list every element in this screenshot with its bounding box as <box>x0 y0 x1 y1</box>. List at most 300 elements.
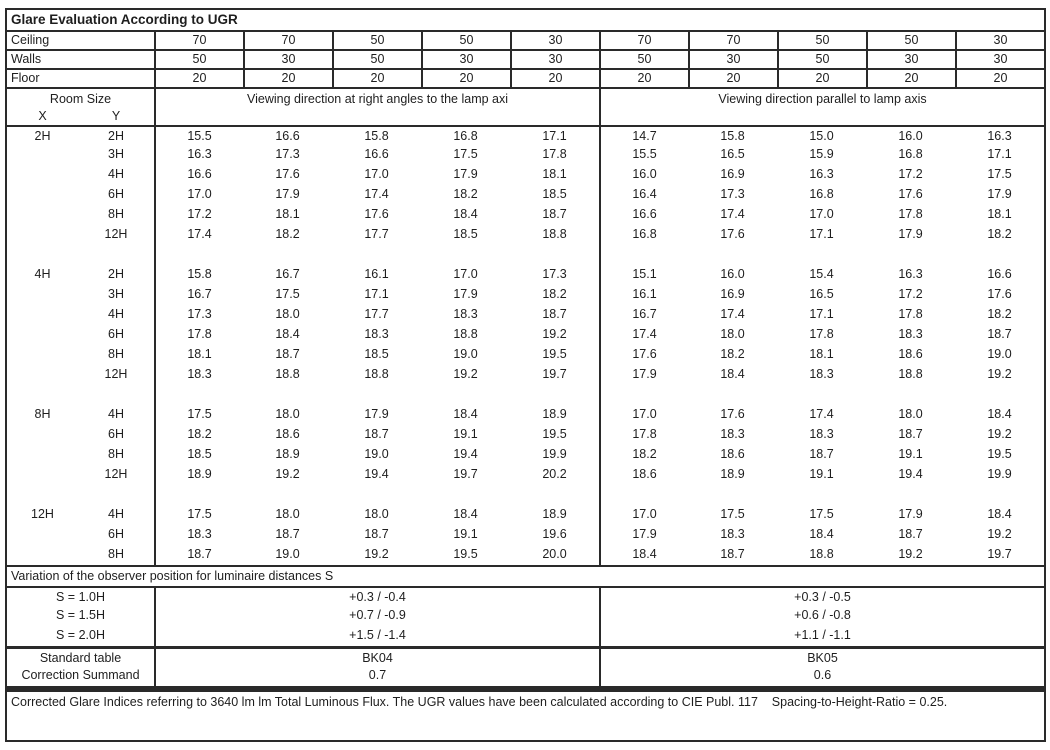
ugr-value: 17.2 <box>898 167 923 181</box>
ugr-row <box>7 445 1044 465</box>
ugr-value: 18.8 <box>898 367 923 381</box>
ugr-value: 17.9 <box>987 187 1012 201</box>
ugr-value: 17.6 <box>364 207 389 221</box>
ugr-value: 19.2 <box>453 367 478 381</box>
room-y-label: 8H <box>108 207 124 221</box>
ugr-value: 18.0 <box>364 507 389 521</box>
ugr-value <box>599 485 688 505</box>
ugr-value: 18.7 <box>542 307 567 321</box>
surface-label: Ceiling <box>11 33 50 47</box>
ugr-value: 18.0 <box>275 307 300 321</box>
ugr-value <box>777 245 866 265</box>
ugr-value: 18.7 <box>154 545 243 565</box>
room-y-label: 8H <box>108 447 124 461</box>
ugr-value: 17.9 <box>599 365 688 385</box>
ugr-value <box>955 245 1044 265</box>
summary-left-value: 0.7 <box>154 666 599 686</box>
ugr-value: 19.5 <box>987 447 1012 461</box>
ugr-value: 16.8 <box>809 187 834 201</box>
room-y-label: 6H <box>108 187 124 201</box>
ugr-value: 17.4 <box>720 207 745 221</box>
ugr-value: 18.3 <box>720 527 745 541</box>
reflectance-value: 30 <box>866 51 955 68</box>
room-y-label: 12H <box>104 367 128 381</box>
ugr-value: 16.6 <box>154 165 243 185</box>
room-x-label: 4H <box>34 267 51 281</box>
ugr-value <box>688 385 777 405</box>
ugr-value: 19.7 <box>987 547 1012 561</box>
ugr-value: 17.4 <box>809 407 834 421</box>
room-x-label <box>7 205 78 225</box>
room-y-label: 6H <box>108 527 124 541</box>
ugr-value: 18.1 <box>275 207 300 221</box>
ugr-row <box>7 505 1044 525</box>
reflectance-value: 20 <box>777 70 866 87</box>
ugr-value: 18.7 <box>275 527 300 541</box>
variation-right-value: +0.3 / -0.5 <box>599 588 1044 606</box>
room-x-label <box>7 225 78 245</box>
ugr-value: 19.1 <box>453 427 478 441</box>
ugr-value: 19.5 <box>542 347 567 361</box>
room-x-label <box>7 385 78 405</box>
ugr-value: 18.6 <box>599 465 688 485</box>
ugr-value: 17.3 <box>720 187 745 201</box>
viewing-direction-parallel-header: Viewing direction parallel to lamp axis <box>599 89 1044 125</box>
ugr-value: 18.8 <box>542 227 567 241</box>
ugr-value <box>421 385 510 405</box>
ugr-row <box>7 145 1044 165</box>
ugr-value: 17.9 <box>453 287 478 301</box>
reflectance-value: 30 <box>955 32 1044 49</box>
ugr-value: 16.6 <box>987 267 1012 281</box>
ugr-value: 17.0 <box>154 185 243 205</box>
ugr-value: 17.6 <box>275 167 300 181</box>
room-x-label <box>7 285 78 305</box>
ugr-value: 17.1 <box>542 129 567 143</box>
y-axis-label: Y <box>111 109 121 123</box>
ugr-value: 16.6 <box>599 205 688 225</box>
ugr-value: 16.5 <box>720 147 745 161</box>
ugr-value: 18.6 <box>720 447 745 461</box>
ugr-value: 17.8 <box>898 307 923 321</box>
room-y-label: 2H <box>108 267 124 281</box>
ugr-value: 17.6 <box>987 287 1012 301</box>
ugr-value: 16.3 <box>809 167 834 181</box>
reflectance-value: 30 <box>955 51 1044 68</box>
ugr-row <box>7 345 1044 365</box>
reflectance-value: 70 <box>243 32 332 49</box>
ugr-value: 17.7 <box>364 227 389 241</box>
ugr-row <box>7 305 1044 325</box>
ugr-value: 18.8 <box>453 327 478 341</box>
ugr-value: 19.2 <box>542 327 567 341</box>
ugr-value <box>599 385 688 405</box>
ugr-value: 18.3 <box>720 427 745 441</box>
ugr-value: 17.5 <box>987 167 1012 181</box>
ugr-value: 18.5 <box>154 445 243 465</box>
ugr-value <box>421 485 510 505</box>
ugr-value: 20.0 <box>542 547 567 561</box>
ugr-value <box>777 485 866 505</box>
room-x-label: 8H <box>34 407 51 421</box>
ugr-value: 18.4 <box>720 367 745 381</box>
ugr-value: 17.6 <box>720 227 745 241</box>
ugr-value: 19.1 <box>809 467 834 481</box>
ugr-value: 18.0 <box>275 407 300 421</box>
room-y-label: 3H <box>108 287 124 301</box>
room-x-label <box>7 485 78 505</box>
reflectance-value: 20 <box>421 70 510 87</box>
reflectance-value: 20 <box>332 70 421 87</box>
summary-right-value: BK05 <box>599 649 1044 666</box>
ugr-value: 19.2 <box>987 367 1012 381</box>
ugr-value: 18.2 <box>154 425 243 445</box>
reflectance-value: 20 <box>866 70 955 87</box>
ugr-value: 18.9 <box>275 447 300 461</box>
xy-axis-labels <box>7 108 154 125</box>
room-size-label: Room Size <box>49 92 112 106</box>
ugr-value: 17.2 <box>154 205 243 225</box>
ugr-value: 17.8 <box>809 327 834 341</box>
ugr-value <box>243 385 332 405</box>
room-y-label: 4H <box>108 307 124 321</box>
ugr-value: 18.3 <box>809 367 834 381</box>
variation-left-value: +0.7 / -0.9 <box>154 606 599 626</box>
reflectance-value: 20 <box>510 70 599 87</box>
reflectance-value: 20 <box>243 70 332 87</box>
ugr-value: 18.3 <box>364 327 389 341</box>
ugr-value: 17.9 <box>898 507 923 521</box>
ugr-value: 16.7 <box>154 285 243 305</box>
ugr-value: 19.0 <box>453 347 478 361</box>
reflectance-value: 30 <box>510 32 599 49</box>
ugr-value <box>510 385 599 405</box>
ugr-value: 16.4 <box>599 185 688 205</box>
ugr-value: 16.3 <box>898 267 923 281</box>
ugr-value: 18.6 <box>275 427 300 441</box>
ugr-value <box>332 385 421 405</box>
reflectance-value: 70 <box>599 32 688 49</box>
room-y-label <box>78 245 154 265</box>
ugr-value: 18.1 <box>542 167 567 181</box>
variation-row <box>7 626 1044 646</box>
ugr-value: 18.2 <box>599 445 688 465</box>
ugr-value: 15.4 <box>809 267 834 281</box>
ugr-value: 18.0 <box>898 407 923 421</box>
ugr-value: 18.7 <box>987 327 1012 341</box>
ugr-value: 18.2 <box>720 347 745 361</box>
ugr-value: 18.3 <box>898 327 923 341</box>
ugr-value: 17.3 <box>542 267 567 281</box>
ugr-value: 19.4 <box>898 467 923 481</box>
reflectance-value: 30 <box>243 51 332 68</box>
variation-heading: Variation of the observer position for luminaire distances S <box>7 565 1044 586</box>
ugr-value <box>332 485 421 505</box>
ugr-row <box>7 545 1044 565</box>
reflectance-value: 70 <box>154 32 243 49</box>
reflectance-value: 50 <box>777 51 866 68</box>
ugr-value: 18.3 <box>809 427 834 441</box>
ugr-row <box>7 165 1044 185</box>
ugr-value: 19.4 <box>364 467 389 481</box>
reflectance-value: 70 <box>688 32 777 49</box>
x-axis-label: X <box>38 109 47 123</box>
ugr-value: 17.1 <box>809 227 834 241</box>
ugr-value <box>866 485 955 505</box>
summary-left-value: BK04 <box>154 649 599 666</box>
ugr-value: 16.3 <box>987 129 1012 143</box>
ugr-value: 19.2 <box>275 467 300 481</box>
room-y-label: 4H <box>108 507 124 521</box>
ugr-value: 18.8 <box>809 547 834 561</box>
ugr-value: 15.8 <box>364 129 389 143</box>
variation-right-value: +0.6 / -0.8 <box>599 606 1044 626</box>
ugr-value: 17.5 <box>154 505 243 525</box>
ugr-value: 16.1 <box>599 285 688 305</box>
ugr-value: 18.4 <box>453 407 478 421</box>
ugr-value: 18.0 <box>720 327 745 341</box>
ugr-value: 18.7 <box>542 207 567 221</box>
ugr-row <box>7 525 1044 545</box>
ugr-value: 18.7 <box>898 527 923 541</box>
room-x-label <box>7 185 78 205</box>
surface-label: Walls <box>11 52 42 66</box>
ugr-value: 19.6 <box>542 527 567 541</box>
ugr-value: 18.4 <box>275 327 300 341</box>
ugr-value: 18.3 <box>154 365 243 385</box>
ugr-value: 17.4 <box>720 307 745 321</box>
reflectance-value: 50 <box>777 32 866 49</box>
ugr-value: 17.9 <box>364 407 389 421</box>
room-y-label: 6H <box>108 427 124 441</box>
ugr-value <box>332 245 421 265</box>
ugr-value: 18.0 <box>275 507 300 521</box>
reflectance-value: 50 <box>866 32 955 49</box>
ugr-value: 14.7 <box>599 127 688 145</box>
viewing-direction-right-angles-header: Viewing direction at right angles to the lamp axi <box>154 89 599 125</box>
ugr-value: 16.0 <box>898 129 923 143</box>
ugr-value: 18.7 <box>720 547 745 561</box>
ugr-value: 18.4 <box>809 527 834 541</box>
ugr-value: 19.0 <box>987 347 1012 361</box>
ugr-value: 17.5 <box>275 287 300 301</box>
ugr-value: 18.3 <box>453 307 478 321</box>
room-x-label <box>7 325 78 345</box>
ugr-row <box>7 265 1044 285</box>
room-y-label <box>78 385 154 405</box>
ugr-value: 17.0 <box>599 405 688 425</box>
ugr-value: 19.9 <box>542 447 567 461</box>
ugr-value <box>866 245 955 265</box>
ugr-value: 17.5 <box>154 405 243 425</box>
ugr-value: 17.1 <box>364 287 389 301</box>
ugr-value <box>243 245 332 265</box>
ugr-value: 18.9 <box>542 407 567 421</box>
ugr-value <box>688 245 777 265</box>
ugr-value: 18.1 <box>154 345 243 365</box>
ugr-value: 17.7 <box>364 307 389 321</box>
ugr-value: 16.8 <box>453 129 478 143</box>
ugr-value: 18.1 <box>809 347 834 361</box>
ugr-value: 17.4 <box>154 225 243 245</box>
ugr-value: 17.0 <box>453 267 478 281</box>
ugr-value: 18.4 <box>453 207 478 221</box>
ugr-value: 19.7 <box>542 367 567 381</box>
ugr-value: 18.9 <box>720 467 745 481</box>
ugr-value: 16.7 <box>599 305 688 325</box>
spacer-row <box>7 485 1044 505</box>
ugr-value: 17.3 <box>154 305 243 325</box>
variation-left-value: +0.3 / -0.4 <box>154 588 599 606</box>
ugr-value: 18.7 <box>898 427 923 441</box>
ugr-value: 16.9 <box>720 167 745 181</box>
reflectance-row <box>7 30 1044 49</box>
ugr-value: 17.0 <box>364 167 389 181</box>
ugr-value: 17.5 <box>453 147 478 161</box>
ugr-value <box>510 245 599 265</box>
variation-right-value: +1.1 / -1.1 <box>599 626 1044 646</box>
ugr-value: 18.8 <box>364 367 389 381</box>
ugr-value: 19.1 <box>453 527 478 541</box>
room-size-header <box>7 89 154 125</box>
ugr-value: 17.9 <box>599 525 688 545</box>
reflectance-value: 30 <box>421 51 510 68</box>
ugr-row <box>7 425 1044 445</box>
ugr-value <box>154 385 243 405</box>
room-y-label: 4H <box>108 407 124 421</box>
ugr-value <box>421 245 510 265</box>
ugr-value: 19.0 <box>364 447 389 461</box>
variation-row <box>7 606 1044 626</box>
ugr-value: 18.4 <box>599 545 688 565</box>
reflectance-row <box>7 68 1044 87</box>
s-distance-label: S = 2.0H <box>56 628 105 642</box>
ugr-value: 18.2 <box>275 227 300 241</box>
ugr-value <box>599 245 688 265</box>
variation-left-value: +1.5 / -1.4 <box>154 626 599 646</box>
ugr-value: 18.5 <box>453 227 478 241</box>
ugr-value: 15.0 <box>809 129 834 143</box>
ugr-row <box>7 125 1044 145</box>
summary-right-value: 0.6 <box>599 666 1044 686</box>
ugr-value <box>243 485 332 505</box>
ugr-value: 16.8 <box>599 225 688 245</box>
s-distance-label: S = 1.5H <box>56 608 105 622</box>
summary-label: Correction Summand <box>21 668 140 682</box>
ugr-value: 16.6 <box>364 147 389 161</box>
ugr-value: 19.7 <box>453 467 478 481</box>
s-distance-label: S = 1.0H <box>56 590 105 604</box>
ugr-value <box>510 485 599 505</box>
ugr-value: 15.8 <box>154 265 243 285</box>
spacer-row <box>7 385 1044 405</box>
ugr-value: 18.7 <box>364 527 389 541</box>
ugr-value: 15.5 <box>599 145 688 165</box>
ugr-value <box>955 385 1044 405</box>
room-x-label <box>7 345 78 365</box>
ugr-value: 18.2 <box>987 307 1012 321</box>
room-x-label: 12H <box>31 507 54 521</box>
ugr-value: 18.3 <box>154 525 243 545</box>
reflectance-value: 50 <box>599 51 688 68</box>
ugr-value: 17.4 <box>364 187 389 201</box>
ugr-values-section <box>7 125 1044 565</box>
room-y-label: 12H <box>104 227 128 241</box>
room-y-label: 12H <box>104 467 128 481</box>
footer-note: Corrected Glare Indices referring to 3640 lm lm Total Luminous Flux. The UGR values have been calculated according to CIE Publ. 117 Spacing-to-Height-Ratio = 0.25. <box>5 688 1046 742</box>
ugr-value: 19.0 <box>275 547 300 561</box>
room-x-label <box>7 365 78 385</box>
reflectance-value: 50 <box>154 51 243 68</box>
ugr-row <box>7 405 1044 425</box>
room-y-label: 3H <box>108 147 124 161</box>
ugr-value: 19.2 <box>987 427 1012 441</box>
ugr-value: 19.2 <box>987 527 1012 541</box>
reflectance-value: 20 <box>955 70 1044 87</box>
ugr-value: 16.7 <box>275 267 300 281</box>
ugr-value <box>866 385 955 405</box>
ugr-value: 19.9 <box>987 467 1012 481</box>
ugr-value: 16.5 <box>809 287 834 301</box>
ugr-value: 16.8 <box>898 147 923 161</box>
reflectance-value: 50 <box>421 32 510 49</box>
surface-label: Floor <box>11 71 40 85</box>
reflectance-section <box>7 30 1044 87</box>
room-y-label: 6H <box>108 327 124 341</box>
ugr-value: 17.6 <box>599 345 688 365</box>
ugr-value: 17.6 <box>898 187 923 201</box>
reflectance-value: 30 <box>688 51 777 68</box>
summary-section <box>7 646 1044 686</box>
ugr-value: 18.5 <box>364 347 389 361</box>
ugr-value: 18.9 <box>542 507 567 521</box>
ugr-value: 18.9 <box>154 465 243 485</box>
ugr-value: 18.8 <box>275 367 300 381</box>
ugr-value: 19.5 <box>453 547 478 561</box>
room-y-label <box>78 485 154 505</box>
ugr-value: 16.1 <box>364 267 389 281</box>
ugr-value: 19.2 <box>364 547 389 561</box>
ugr-value: 17.9 <box>275 187 300 201</box>
ugr-value: 18.7 <box>364 427 389 441</box>
reflectance-value: 50 <box>332 32 421 49</box>
ugr-value: 19.1 <box>898 447 923 461</box>
ugr-value: 17.0 <box>809 207 834 221</box>
ugr-value: 17.9 <box>898 227 923 241</box>
ugr-value: 19.5 <box>542 427 567 441</box>
ugr-value: 17.5 <box>720 507 745 521</box>
table-title: Glare Evaluation According to UGR <box>11 12 238 27</box>
summary-row <box>7 666 1044 686</box>
ugr-value: 18.2 <box>987 227 1012 241</box>
reflectance-value: 20 <box>154 70 243 87</box>
room-x-label <box>7 425 78 445</box>
summary-label: Standard table <box>39 651 122 665</box>
ugr-row <box>7 205 1044 225</box>
reflectance-value: 20 <box>599 70 688 87</box>
ugr-value: 17.6 <box>720 407 745 421</box>
ugr-row <box>7 465 1044 485</box>
ugr-value: 17.2 <box>898 287 923 301</box>
room-x-label <box>7 445 78 465</box>
ugr-value: 15.9 <box>809 147 834 161</box>
ugr-value: 17.8 <box>154 325 243 345</box>
ugr-value: 17.5 <box>809 507 834 521</box>
room-x-label <box>7 165 78 185</box>
column-header-row <box>7 87 1044 125</box>
ugr-value: 18.7 <box>275 347 300 361</box>
ugr-value: 18.4 <box>453 507 478 521</box>
